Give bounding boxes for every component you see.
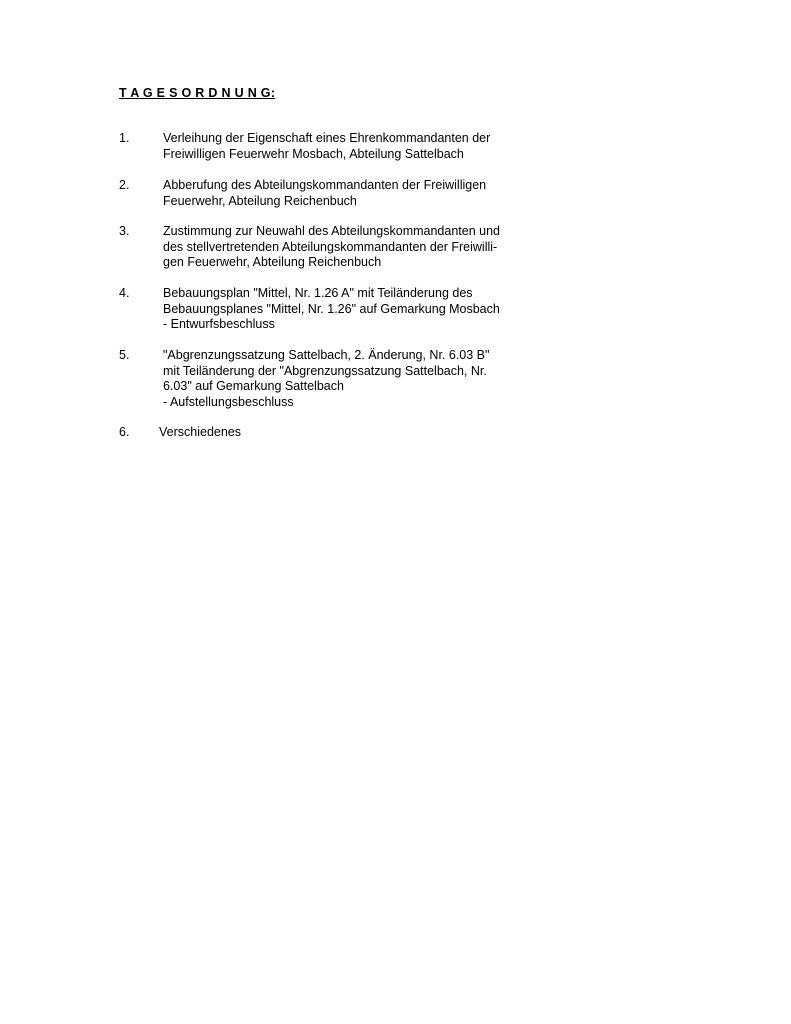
agenda-heading: T A G E S O R D N U N G: bbox=[119, 86, 276, 100]
agenda-item-number: 3. bbox=[119, 224, 130, 238]
agenda-item-line: des stellvertretenden Abteilungskommandanten der Freiwilli- bbox=[163, 239, 498, 254]
agenda-item-line: - Aufstellungsbeschluss bbox=[163, 394, 294, 409]
agenda-item-line: Feuerwehr, Abteilung Reichenbuch bbox=[163, 193, 357, 208]
agenda-item-line: Bebauungsplan "Mittel, Nr. 1.26 A" mit Teiländerung des bbox=[163, 286, 473, 300]
agenda-item-line: Zustimmung zur Neuwahl des Abteilungskommandanten und bbox=[163, 224, 500, 238]
agenda-item-text bbox=[163, 286, 583, 333]
agenda-item-text bbox=[163, 178, 583, 209]
agenda-item-line: Bebauungsplanes "Mittel, Nr. 1.26" auf Gemarkung Mosbach bbox=[163, 301, 500, 316]
agenda-item-number: 5. bbox=[119, 348, 130, 362]
agenda-item-number: 2. bbox=[119, 178, 130, 192]
agenda-item-text bbox=[163, 224, 583, 271]
agenda-item-line: mit Teiländerung der "Abgrenzungssatzung Sattelbach, Nr. bbox=[163, 363, 487, 378]
agenda-item-line: 6.03" auf Gemarkung Sattelbach bbox=[163, 379, 344, 394]
agenda-item-line: Verleihung der Eigenschaft eines Ehrenkommandanten der bbox=[163, 131, 491, 145]
agenda-item-text bbox=[163, 348, 583, 410]
agenda-item-number: 6. bbox=[119, 425, 130, 439]
agenda-item-line: Abberufung des Abteilungskommandanten der Freiwilligen bbox=[163, 178, 487, 192]
agenda-item-text bbox=[159, 425, 579, 441]
agenda-item-line: Freiwilligen Feuerwehr Mosbach, Abteilung Sattelbach bbox=[163, 146, 464, 161]
agenda-item-line: "Abgrenzungssatzung Sattelbach, 2. Änderung, Nr. 6.03 B" bbox=[163, 348, 490, 362]
agenda-item-line: Verschiedenes bbox=[159, 425, 242, 439]
agenda-item-number: 4. bbox=[119, 286, 130, 300]
agenda-item-text bbox=[163, 131, 583, 162]
agenda-item-line: - Entwurfsbeschluss bbox=[163, 317, 275, 332]
agenda-item-number: 1. bbox=[119, 131, 130, 145]
agenda-item-line: gen Feuerwehr, Abteilung Reichenbuch bbox=[163, 255, 382, 270]
